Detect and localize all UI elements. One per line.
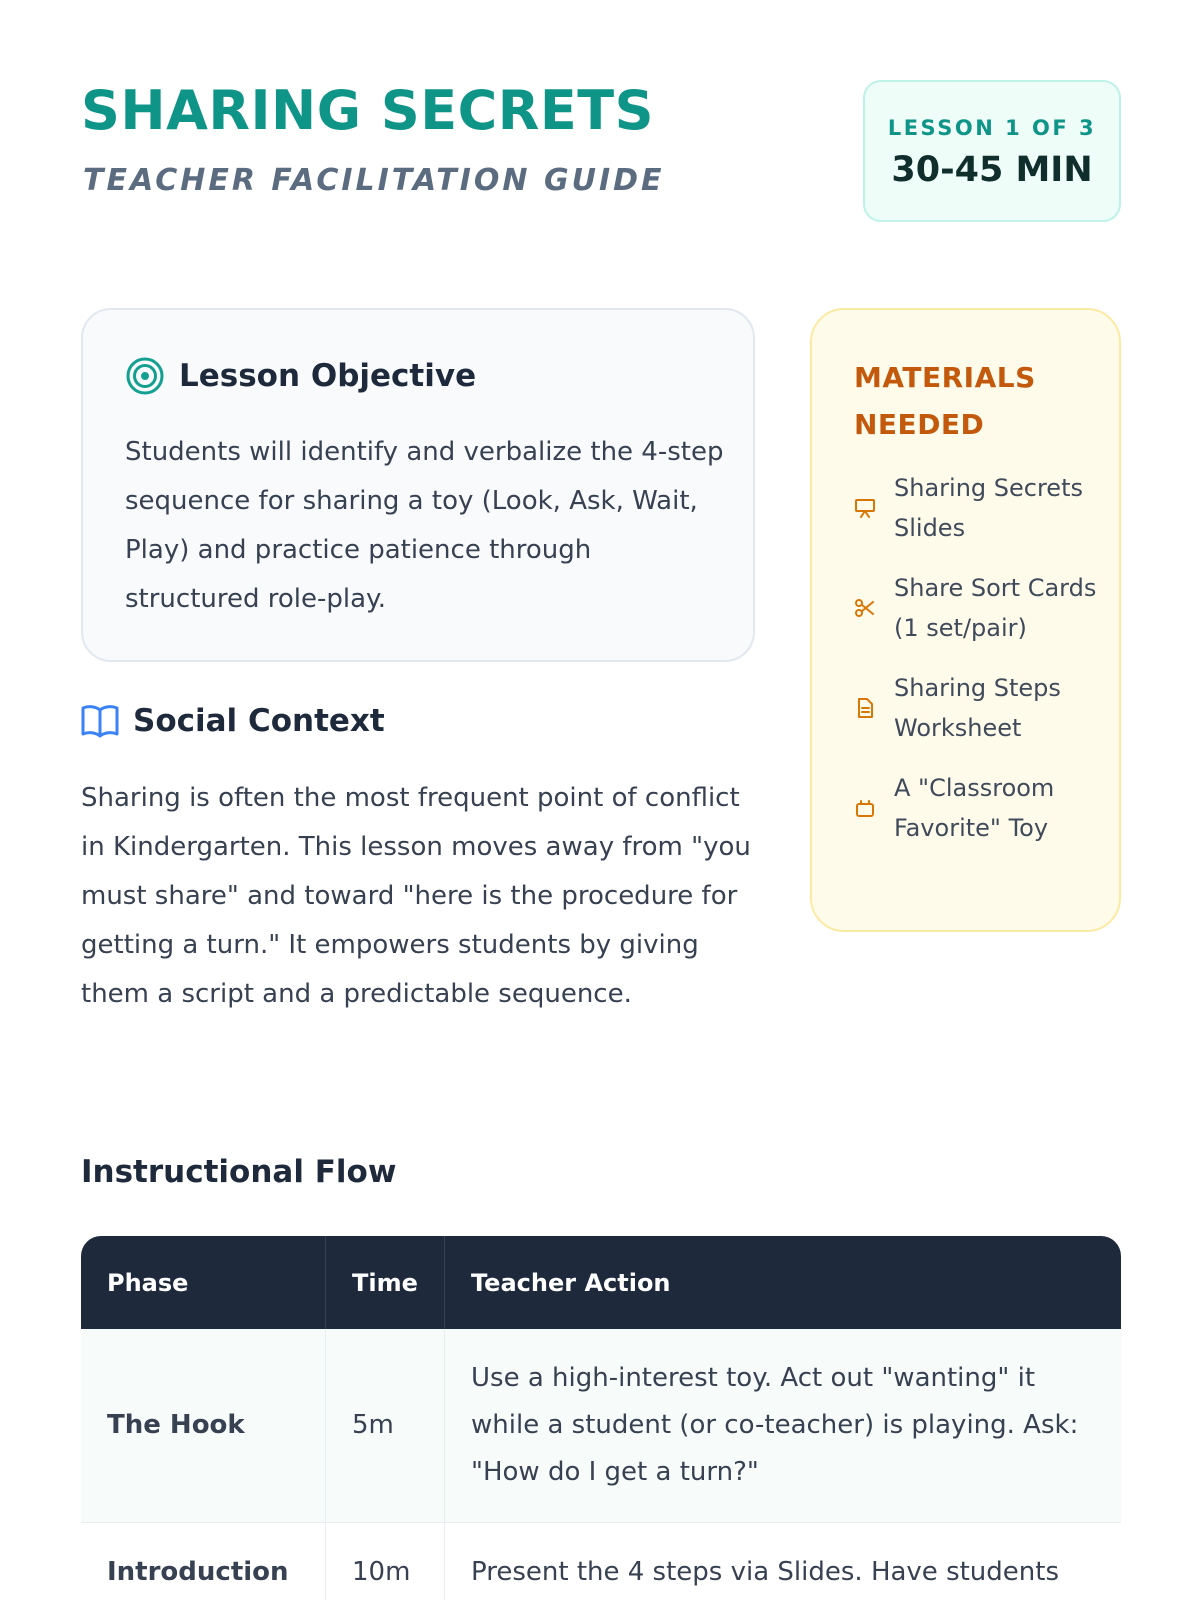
document-icon [854,697,876,719]
context-heading-text: Social Context [133,703,385,739]
materials-heading: MATERIALS NEEDED [854,361,1036,441]
instructional-flow-table [81,1236,1121,1600]
teacher-action-cell: Use a high-interest toy. Act out "wanting" it while a student (or co-teacher) is playing. Ask: "How do I get a turn?" [445,1329,1121,1523]
material-label: A "Classroom Favorite" Toy [894,774,1055,842]
objective-heading [125,356,476,396]
phase-cell: Introduction [81,1523,326,1600]
column-header-phase: Phase [81,1236,326,1329]
lesson-count: LESSON 1 OF 3 [887,116,1097,140]
context-text: Sharing is often the most frequent point of conflict in Kindergarten. This lesson moves away from "you must share" and toward "here is the procedure for getting a turn." It empowers students by giving them a script and a predictable sequence. [81,783,751,1009]
teacher-action-cell: Present the 4 steps via Slides. Have students [445,1523,1121,1600]
context-heading [81,703,385,739]
time-cell: 10m [326,1523,445,1600]
page-title: SHARING SECRETS [81,79,654,142]
materials-card [810,308,1121,932]
material-item [854,668,1104,748]
target-icon [125,356,165,396]
column-header-time: Time [326,1236,445,1329]
material-item [854,768,1104,848]
page-header [81,78,1121,228]
lesson-duration: 30-45 MIN [891,150,1093,190]
material-label: Share Sort Cards (1 set/pair) [894,574,1097,642]
book-icon [81,703,119,739]
objective-text: Students will identify and verbalize the 4-step sequence for sharing a toy (Look, Ask, Wait, Play) and practice patience through structured role-play. [125,437,724,614]
table-row [81,1329,1121,1523]
material-label: Sharing Secrets Slides [894,474,1083,542]
materials-list [854,468,1104,868]
material-label: Sharing Steps Worksheet [894,674,1061,742]
material-item [854,468,1104,548]
table-header-row [81,1236,1121,1329]
presentation-icon [854,497,876,519]
toy-box-icon [854,797,876,819]
scissors-icon [854,597,876,619]
column-header-teacher-action: Teacher Action [445,1236,1121,1329]
page-subtitle: TEACHER FACILITATION GUIDE [83,163,665,198]
table-row [81,1523,1121,1600]
phase-cell: The Hook [81,1329,326,1523]
time-cell: 5m [326,1329,445,1523]
instructional-flow-heading: Instructional Flow [81,1154,397,1190]
lesson-badge [863,80,1121,222]
objective-card [81,308,755,662]
material-item [854,568,1104,648]
objective-heading-text: Lesson Objective [179,358,477,394]
